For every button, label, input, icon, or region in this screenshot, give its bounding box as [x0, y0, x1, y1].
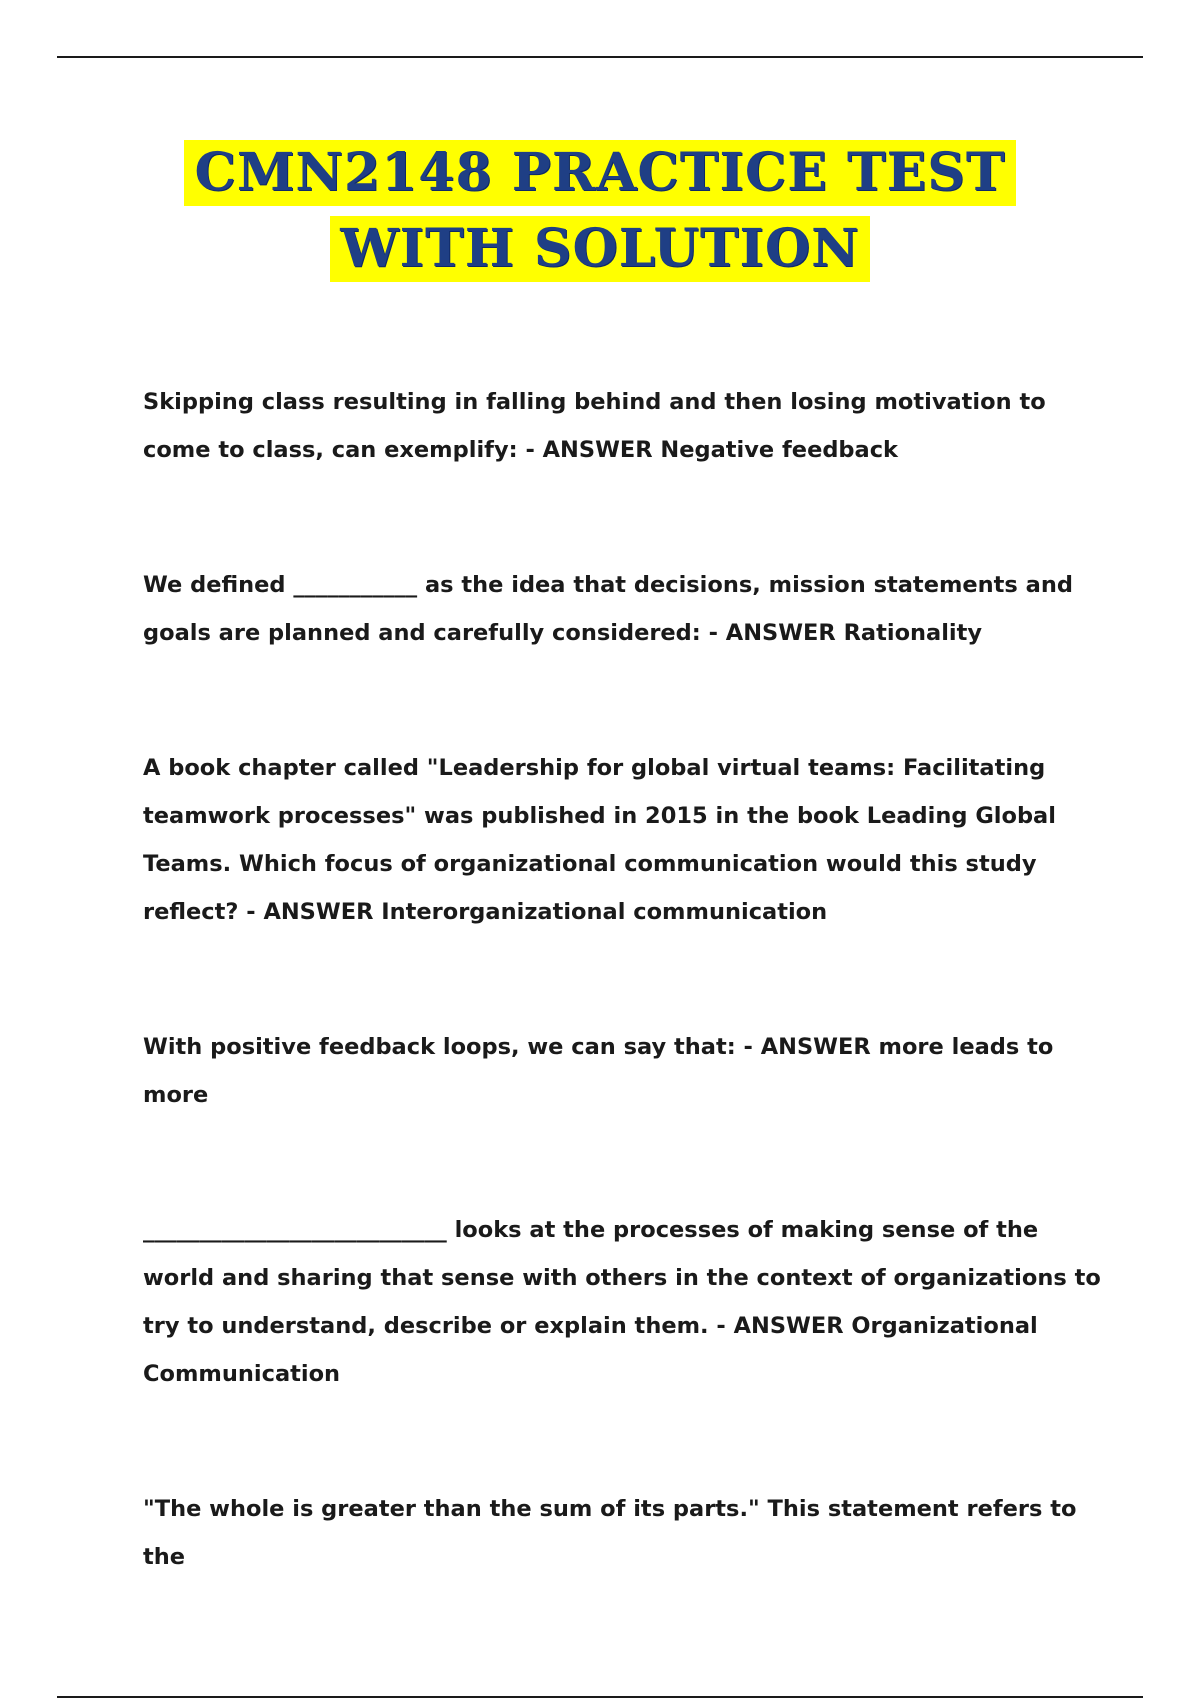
- question-list: [143, 378, 1103, 1581]
- top-rule: [57, 56, 1143, 58]
- document-title: [0, 140, 1200, 282]
- question-answer-6: "The whole is greater than the sum of its parts." This statement refers to the: [143, 1496, 1077, 1570]
- title-line-1: CMN2148 PRACTICE TEST: [184, 140, 1015, 206]
- question-answer-1: Skipping class resulting in falling behind and then losing motivation to come to class, can exemplify: - ANSWER Negative feedback: [143, 389, 1046, 463]
- bottom-rule: [57, 1696, 1143, 1698]
- question-answer-4: With positive feedback loops, we can say that: - ANSWER more leads to more: [143, 1034, 1054, 1108]
- title-line-2: WITH SOLUTION: [330, 216, 869, 282]
- question-answer-2: We defined ___________ as the idea that decisions, mission statements and goals are planned and carefully considered: - ANSWER Rationality: [143, 572, 1073, 646]
- question-answer-3: A book chapter called "Leadership for global virtual teams: Facilitating teamwork processes" was published in 2015 in the book Leading Global Teams. Which focus of organizational communication would this study reflect? - ANSWER Interorganizational communication: [143, 755, 1056, 925]
- question-answer-5: ___________________________ looks at the processes of making sense of the world and sharing that sense with others in the context of organizations to try to understand, describe or explain them. - ANSWER Organizational Communication: [143, 1217, 1101, 1387]
